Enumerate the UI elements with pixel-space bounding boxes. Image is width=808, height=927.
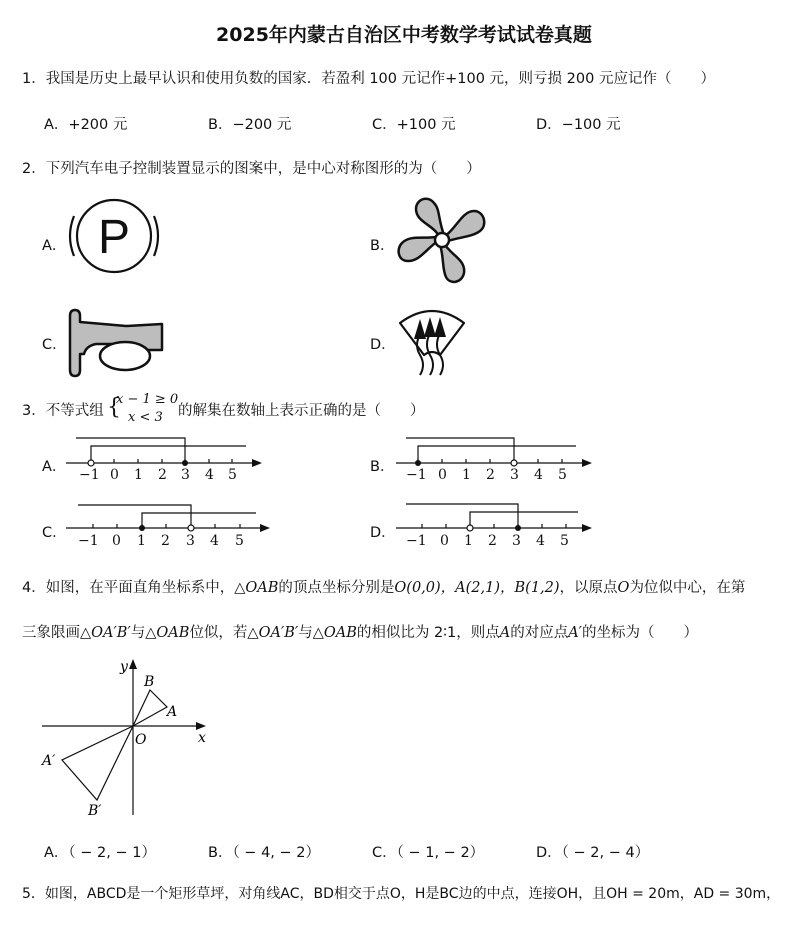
tick-label: 1: [137, 533, 146, 549]
tick-label: 4: [536, 533, 545, 549]
q4-option-a[interactable]: A．（ − 2, − 1）: [44, 845, 156, 861]
q1-option-b[interactable]: B．−200 元: [208, 117, 292, 133]
tick-label: −1: [78, 533, 99, 549]
svg-text:x: x: [198, 730, 206, 746]
windshield-defrost-icon[interactable]: [396, 305, 468, 377]
svg-text:y: y: [120, 659, 128, 675]
tick-label: 0: [440, 533, 449, 549]
horn-icon[interactable]: [66, 310, 166, 378]
tick-label: 5: [558, 467, 567, 483]
svg-text:A′: A′: [42, 753, 56, 769]
tick-label: −1: [79, 467, 100, 483]
system-line-1: x − 1 ≥ 0: [116, 392, 179, 407]
tick-label: −1: [406, 533, 427, 549]
q3-option-b-label[interactable]: B．: [370, 459, 395, 475]
tick-label: 3: [510, 467, 519, 483]
fan-icon[interactable]: [396, 197, 488, 285]
question-1-stem: 1．我国是历史上最早认识和使用负数的国家．若盈利 100 元记作+100 元，则亏损 200 元应记作（ ）: [22, 71, 715, 87]
brace: {: [107, 395, 121, 420]
tick-label: −1: [406, 467, 427, 483]
tick-label: 0: [112, 533, 121, 549]
tick-label: 5: [235, 533, 244, 549]
q4-option-b[interactable]: B．（ − 4, − 2）: [208, 845, 320, 861]
q3-option-d-label[interactable]: D．: [370, 525, 396, 541]
tick-label: 0: [438, 467, 447, 483]
q3-option-a-label[interactable]: A．: [42, 459, 67, 475]
tick-label: 4: [205, 467, 214, 483]
question-4-line-1: 4．如图，在平面直角坐标系中，△OAB的顶点坐标分别是O(0,0)，A(2,1)，B(1,2)，以原点O为位似中心，在第: [22, 580, 746, 596]
page-title: 2025年内蒙古自治区中考数学考试试卷真题: [216, 24, 592, 46]
q2-option-d-label[interactable]: D．: [370, 337, 396, 353]
parking-brake-icon[interactable]: [66, 198, 162, 274]
q4-option-c[interactable]: C．（ − 1, − 2）: [372, 845, 485, 861]
svg-text:P: P: [97, 211, 131, 264]
q2-option-c-label[interactable]: C．: [42, 337, 67, 353]
question-3-stem-prefix: 3．不等式组: [22, 403, 104, 419]
svg-text:O: O: [135, 732, 147, 748]
tick-label: 2: [158, 467, 167, 483]
coordinate-figure: [40, 655, 220, 825]
tick-label: 1: [462, 467, 471, 483]
q1-option-a[interactable]: A．+200 元: [44, 117, 128, 133]
tick-label: 4: [210, 533, 219, 549]
tick-label: 3: [512, 533, 521, 549]
q3-option-c-label[interactable]: C．: [42, 525, 67, 541]
tick-label: 3: [181, 467, 190, 483]
tick-label: 0: [110, 467, 119, 483]
tick-label: 1: [464, 533, 473, 549]
system-line-2: x < 3: [128, 410, 163, 425]
q2-option-b-label[interactable]: B．: [370, 238, 395, 254]
question-4-line-2: 三象限画△OA′B′与△OAB位似，若△OA′B′与△OAB的相似比为 2∶1，则点A的对应点A′的坐标为（ ）: [22, 625, 698, 641]
question-2-stem: 2．下列汽车电子控制装置显示的图案中，是中心对称图形的为（ ）: [22, 161, 481, 177]
tick-label: 1: [134, 467, 143, 483]
tick-label: 5: [228, 467, 237, 483]
tick-label: 2: [486, 467, 495, 483]
svg-text:B′: B′: [88, 803, 102, 819]
q1-option-d[interactable]: D．−100 元: [536, 117, 621, 133]
tick-label: 4: [534, 467, 543, 483]
svg-text:B: B: [144, 674, 155, 690]
tick-label: 2: [161, 533, 170, 549]
question-5-stem: 5．如图，ABCD是一个矩形草坪，对角线AC，BD相交于点O，H是BC边的中点，连接OH，且OH = 20m，AD = 30m，: [22, 886, 781, 902]
tick-label: 3: [186, 533, 195, 549]
question-3-stem-suffix: 的解集在数轴上表示正确的是（ ）: [178, 403, 425, 419]
tick-label: 5: [560, 533, 569, 549]
q4-option-d[interactable]: D．（ − 2, − 4）: [536, 845, 650, 861]
q2-option-a-label[interactable]: A．: [42, 238, 67, 254]
tick-label: 2: [488, 533, 497, 549]
svg-text:A: A: [167, 704, 178, 720]
q1-option-c[interactable]: C．+100 元: [372, 117, 456, 133]
